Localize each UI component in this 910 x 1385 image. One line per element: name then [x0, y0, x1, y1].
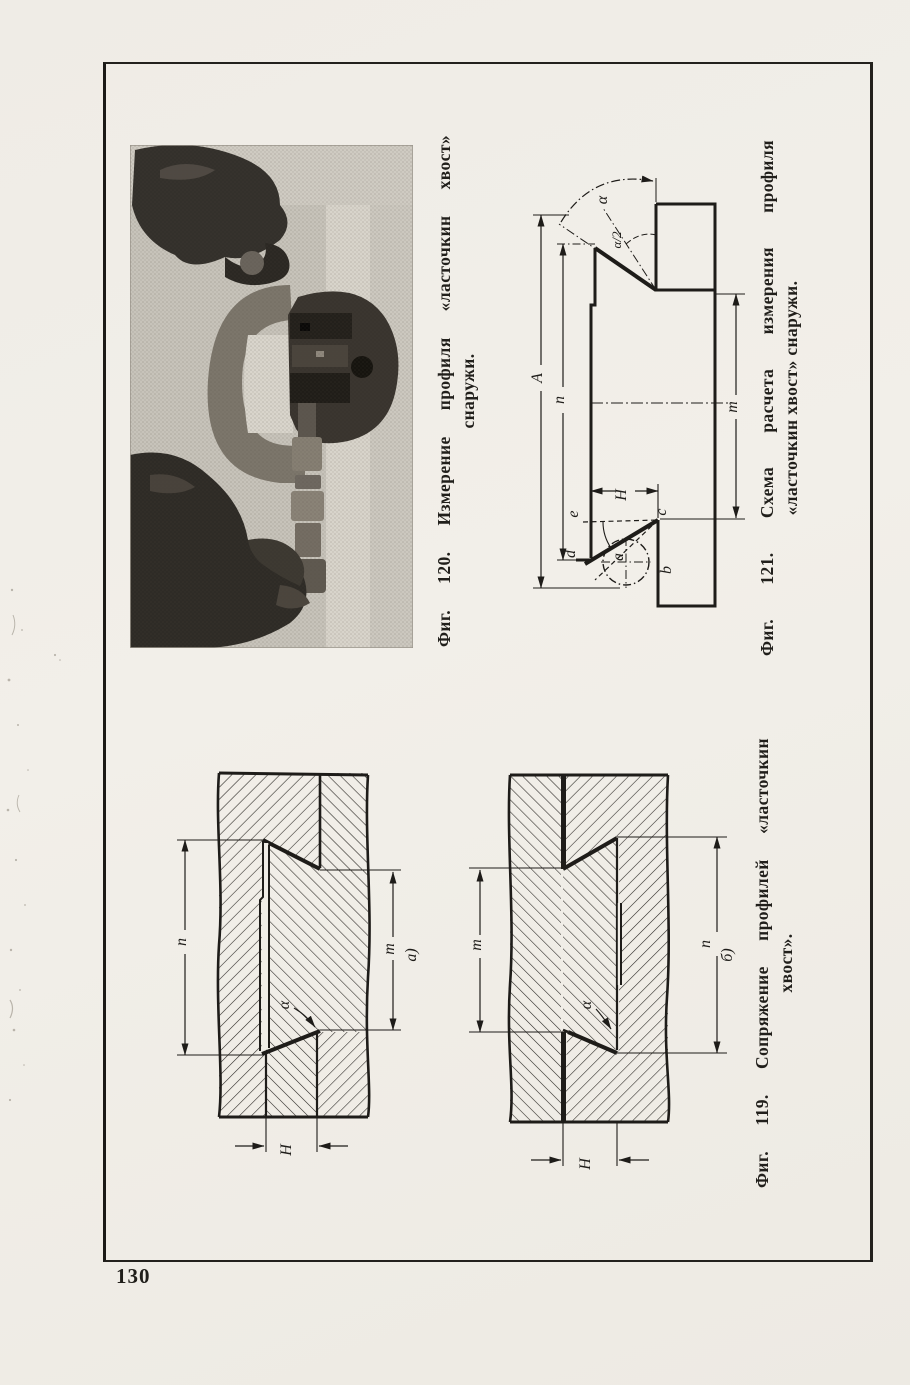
fig119a-label-alpha: α	[276, 1000, 293, 1010]
fig119b-label-m: m	[468, 939, 485, 951]
fig119a-label-H: H	[278, 1144, 295, 1156]
fig119a-diagram	[165, 745, 465, 1190]
fig121-label-d: d	[562, 550, 579, 558]
fig121-label-A: A	[529, 373, 546, 383]
fig119b-label-n: n	[697, 940, 714, 948]
fig121-label-n: n	[551, 396, 568, 404]
fig120-caption	[432, 135, 482, 647]
fig121-label-b: b	[658, 566, 675, 574]
fig121-diagram	[523, 148, 779, 665]
fig119-caption-line1: Фиг. 119. Сопряжение профилей «ласточкин	[752, 738, 772, 1188]
fig121-caption-line1: Фиг. 121. Схема расчета измерения профиля	[757, 140, 777, 656]
fig121-label-c: c	[653, 508, 670, 516]
fig121-label-m: m	[724, 401, 741, 413]
fig121-label-alpha-half: α/2	[609, 231, 624, 249]
fig121-caption	[755, 140, 807, 656]
fig119a-label-n: n	[173, 938, 190, 946]
fig121-label-e: e	[565, 510, 582, 518]
fig121-label-alpha: α	[594, 195, 611, 205]
fig121-label-H: H	[613, 489, 630, 501]
page-number: 130	[116, 1264, 151, 1288]
fig120-caption-line1: Фиг. 120. Измерение профиля «ласточкин хвост»	[434, 135, 454, 647]
fig119a-label-m: m	[381, 943, 398, 955]
fig119b-tag: б)	[719, 948, 736, 962]
fig119-caption	[750, 738, 804, 1188]
fig119-caption-line2: хвост».	[776, 933, 796, 993]
fig119b-label-alpha: α	[578, 1000, 595, 1010]
scan-noise-left-margin	[0, 560, 95, 1140]
fig119b-label-H: H	[577, 1158, 594, 1170]
fig119a-tag: а)	[403, 948, 420, 962]
fig121-caption-line2: «ласточкин хвост» снаружи.	[781, 280, 801, 516]
fig120-photo-art	[130, 145, 413, 648]
fig120-photo	[130, 145, 413, 648]
fig121-label-a: a	[610, 553, 627, 561]
fig119b-diagram	[455, 745, 785, 1195]
fig120-caption-line2: снаружи.	[458, 353, 478, 429]
